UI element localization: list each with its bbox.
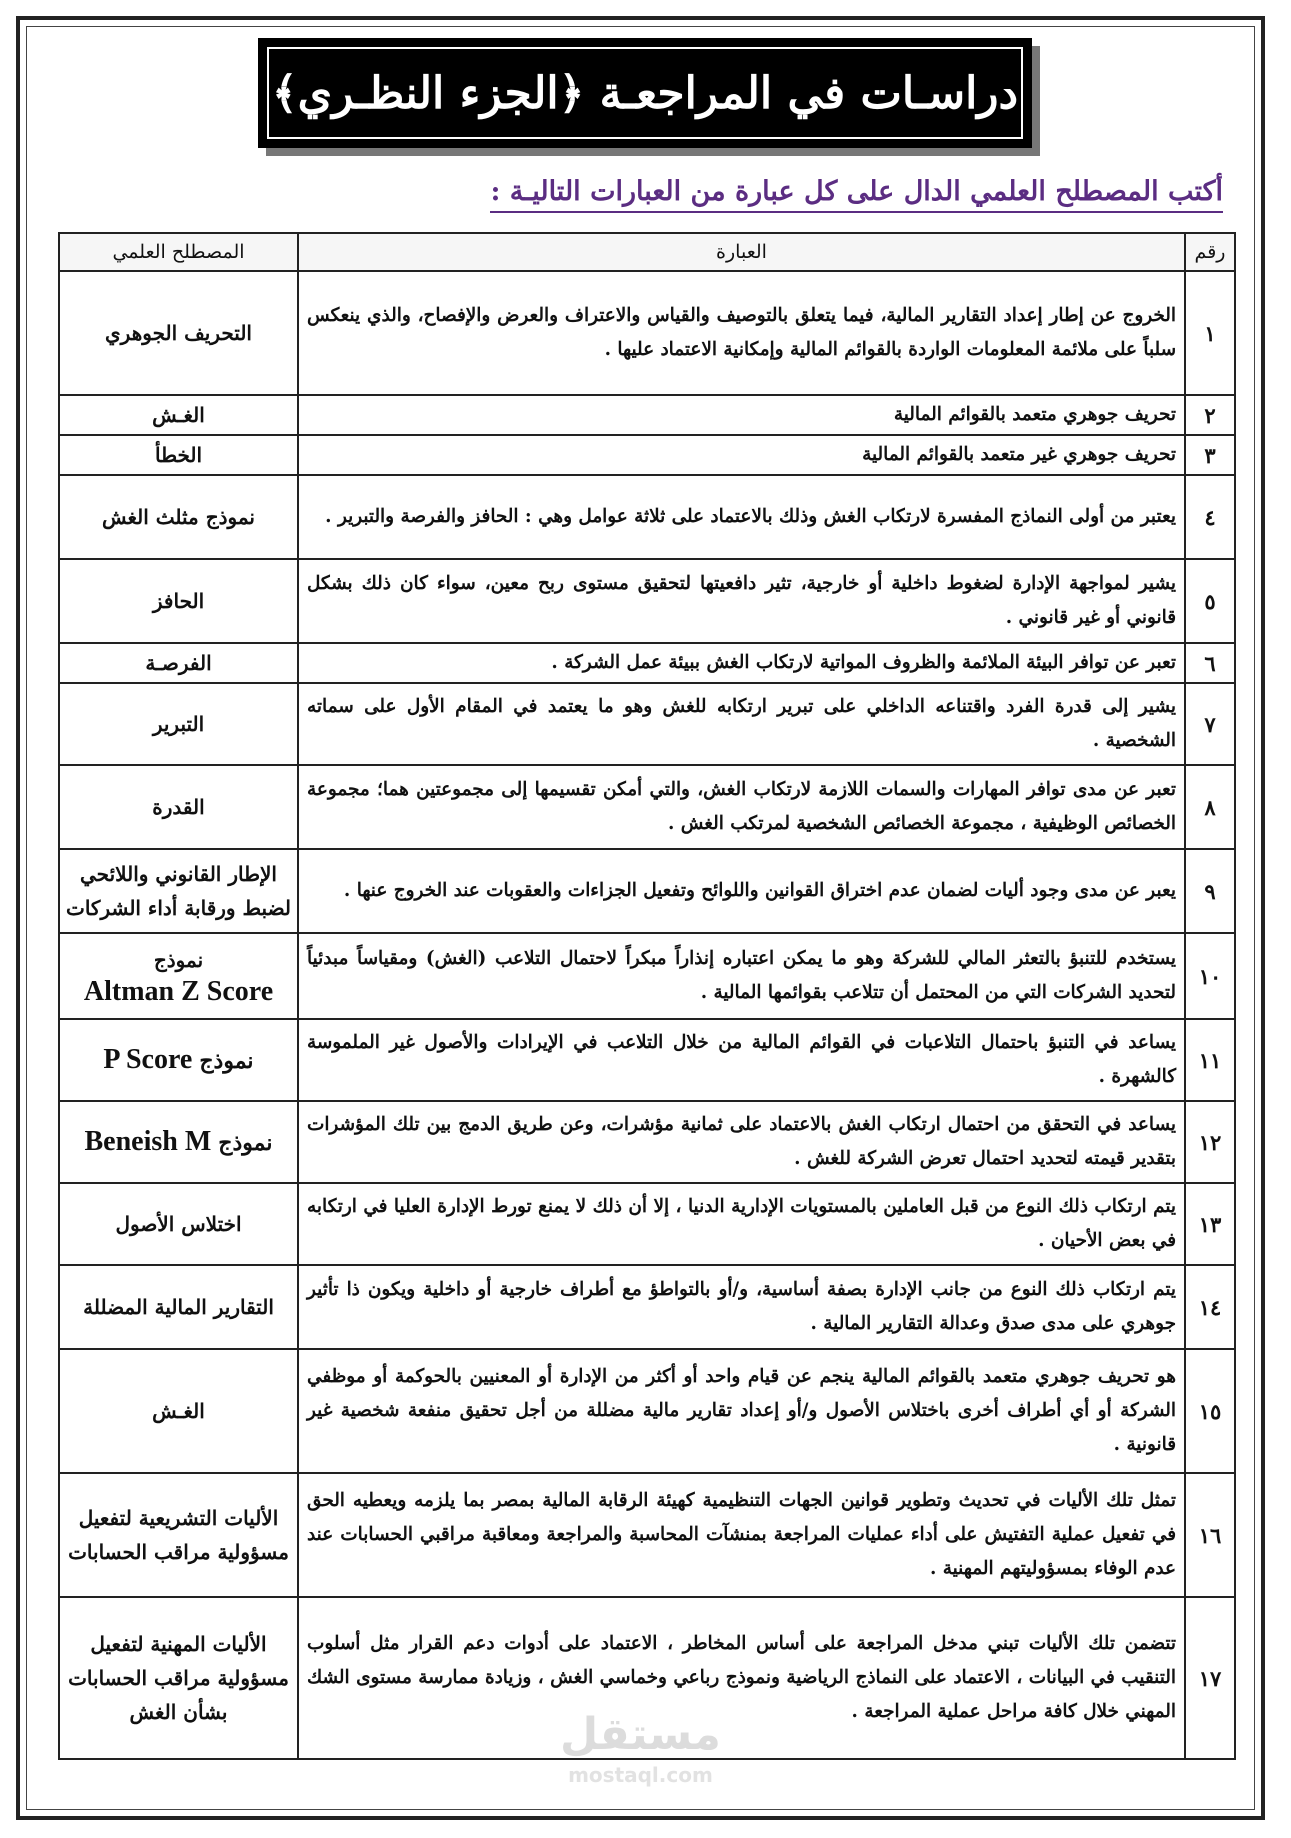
row-number: ١٢ [1185, 1101, 1235, 1183]
row-statement: الخروج عن إطار إعداد التقارير المالية، فيما يتعلق بالتوصيف والقياس والاعتراف والعرض والإفصاح، والذي ينعكس سلباً على ملائمة المعلومات الواردة بالقوائم المالية وإمكانية الاعتماد عليها . [298, 271, 1185, 395]
row-statement: تمثل تلك الأليات في تحديث وتطوير قوانين الجهات التنظيمية كهيئة الرقابة المالية بمصر بما يلزمه ويعطيه الحق في تفعيل عملية التفتيش على أداء عمليات المراجعة بمنشآت المحاسبة والمراجعة ومعاقبة مراقبي الحسابات عند عدم الوفاء بمسؤوليتهم المهنية . [298, 1473, 1185, 1597]
table-row [59, 1265, 1235, 1349]
row-statement: يعبر عن مدى وجود أليات لضمان عدم اختراق القوانين واللوائح وتفعيل الجزاءات والعقوبات عند الخروج عنها . [298, 849, 1185, 933]
table-row [59, 1183, 1235, 1265]
terms-table [58, 232, 1236, 1760]
row-term [59, 1101, 298, 1183]
row-statement: يشير إلى قدرة الفرد واقتناعه الداخلي على تبرير ارتكابه للغش وهو ما يعتمد في المقام الأول على سماته الشخصية . [298, 683, 1185, 765]
row-term: الأليات المهنية لتفعيل مسؤولية مراقب الحسابات بشأن الغش [59, 1597, 298, 1759]
table-row [59, 271, 1235, 395]
row-term: التبرير [59, 683, 298, 765]
table-row [59, 765, 1235, 849]
row-term-model: Altman Z Score [83, 976, 274, 1007]
row-term-label: نموذج [218, 1129, 273, 1156]
row-term: الأليات التشريعية لتفعيل مسؤولية مراقب الحسابات [59, 1473, 298, 1597]
row-statement: تتضمن تلك الأليات تبني مدخل المراجعة على أساس المخاطر ، الاعتماد على أدوات دعم القرار مثل أسلوب التنقيب في البيانات ، الاعتماد على النماذج الرياضية ونموذج رباعي وخماسي الغش ، وزيادة ممارسة مستوى الشك المهني خلال كافة مراحل عملية المراجعة . [298, 1597, 1185, 1759]
instruction-heading: أكتب المصطلح العلمي الدال على كل عبارة من العبارات التاليـة : [490, 176, 1223, 213]
row-number: ٣ [1185, 435, 1235, 475]
table-header-row [59, 233, 1235, 271]
row-term: الفرصـة [59, 643, 298, 683]
header-statement: العبارة [298, 233, 1185, 271]
row-number: ١٤ [1185, 1265, 1235, 1349]
header-term: المصطلح العلمي [59, 233, 298, 271]
row-term-model: P Score [103, 1043, 193, 1075]
row-statement: يستخدم للتنبؤ بالتعثر المالي للشركة وهو ما يمكن اعتباره إنذاراً مبكراً لاحتمال التلاعب (الغش) ومقياساً مبدئياً لتحديد الشركات التي من المحتمل أن تتلاعب بقوائمها المالية . [298, 933, 1185, 1019]
header-number: رقم [1185, 233, 1235, 271]
row-term-model: Beneish M [84, 1125, 212, 1157]
row-term: التقارير المالية المضللة [59, 1265, 298, 1349]
row-number: ٨ [1185, 765, 1235, 849]
table-row [59, 933, 1235, 1019]
row-term-label: نموذج [153, 948, 204, 972]
row-term: اختلاس الأصول [59, 1183, 298, 1265]
row-number: ٦ [1185, 643, 1235, 683]
row-statement: تعبر عن توافر البيئة الملائمة والظروف المواتية لارتكاب الغش ببيئة عمل الشركة . [298, 643, 1185, 683]
row-number: ١٣ [1185, 1183, 1235, 1265]
row-term: الخطأ [59, 435, 298, 475]
row-number: ٧ [1185, 683, 1235, 765]
row-number: ١٧ [1185, 1597, 1235, 1759]
table-row [59, 1473, 1235, 1597]
row-number: ٩ [1185, 849, 1235, 933]
table-row [59, 559, 1235, 643]
row-number: ٤ [1185, 475, 1235, 559]
row-term [59, 1019, 298, 1101]
row-number: ١٥ [1185, 1349, 1235, 1473]
row-number: ٢ [1185, 395, 1235, 435]
table-row [59, 1349, 1235, 1473]
table-row [59, 435, 1235, 475]
row-number: ١٠ [1185, 933, 1235, 1019]
watermark-arabic: مستقل [560, 1709, 721, 1760]
row-statement: يتم ارتكاب ذلك النوع من قبل العاملين بالمستويات الإدارية الدنيا ، إلا أن ذلك لا يمنع تورط الإدارة العليا في ارتكابه في بعض الأحيان . [298, 1183, 1185, 1265]
table-row [59, 683, 1235, 765]
table-row [59, 1019, 1235, 1101]
row-statement: يتم ارتكاب ذلك النوع من جانب الإدارة بصفة أساسية، و/أو بالتواطؤ مع أطراف خارجية أو داخلية ويكون ذا تأثير جوهري على مدى صدق وعدالة التقارير المالية . [298, 1265, 1185, 1349]
table-row [59, 475, 1235, 559]
row-term: نموذج مثلث الغش [59, 475, 298, 559]
title-banner [258, 38, 1032, 148]
row-term [59, 933, 298, 1019]
row-statement: تعبر عن مدى توافر المهارات والسمات اللازمة لارتكاب الغش، والتي أمكن تقسيمها إلى مجموعتين هما؛ مجموعة الخصائص الوظيفية ، مجموعة الخصائص الشخصية لمرتكب الغش . [298, 765, 1185, 849]
row-term: الغـش [59, 395, 298, 435]
row-statement: يساعد في التنبؤ باحتمال التلاعبات في القوائم المالية من خلال التلاعب في الإيرادات والأصول غير الملموسة كالشهرة . [298, 1019, 1185, 1101]
row-term: الإطار القانوني واللائحي لضبط ورقابة أداء الشركات [59, 849, 298, 933]
table-row [59, 1101, 1235, 1183]
row-term: الغـش [59, 1349, 298, 1473]
row-number: ٥ [1185, 559, 1235, 643]
page-title: دراسـات في المراجعـة ﴿الجزء النظـري﴾ [271, 67, 1019, 119]
row-number: ١٦ [1185, 1473, 1235, 1597]
table-row [59, 643, 1235, 683]
row-term: القدرة [59, 765, 298, 849]
watermark [560, 1709, 721, 1795]
row-term-label: نموذج [199, 1047, 254, 1074]
watermark-latin: mostaql.com [568, 1763, 713, 1787]
row-number: ١ [1185, 271, 1235, 395]
row-statement: يشير لمواجهة الإدارة لضغوط داخلية أو خارجية، تثير دافعيتها لتحقيق مستوى ربح معين، سواء كان ذلك بشكل قانوني أو غير قانوني . [298, 559, 1185, 643]
row-term: التحريف الجوهري [59, 271, 298, 395]
row-term: الحافز [59, 559, 298, 643]
row-statement: تحريف جوهري متعمد بالقوائم المالية [298, 395, 1185, 435]
row-statement: هو تحريف جوهري متعمد بالقوائم المالية ينجم عن قيام واحد أو أكثر من الإدارة أو المعنيين بالحوكمة أو موظفي الشركة أو أي أطراف أخرى باختلاس الأصول و/أو إعداد تقارير مالية مضللة من أجل تحقيق منفعة شخصية غير قانونية . [298, 1349, 1185, 1473]
row-number: ١١ [1185, 1019, 1235, 1101]
row-statement: يساعد في التحقق من احتمال ارتكاب الغش بالاعتماد على ثمانية مؤشرات، وعن طريق الدمج بين تلك المؤشرات بتقدير قيمته لتحديد احتمال تعرض الشركة للغش . [298, 1101, 1185, 1183]
table-row [59, 395, 1235, 435]
table-row [59, 849, 1235, 933]
row-statement: تحريف جوهري غير متعمد بالقوائم المالية [298, 435, 1185, 475]
row-statement: يعتبر من أولى النماذج المفسرة لارتكاب الغش وذلك بالاعتماد على ثلاثة عوامل وهي : الحافز والفرصة والتبرير . [298, 475, 1185, 559]
